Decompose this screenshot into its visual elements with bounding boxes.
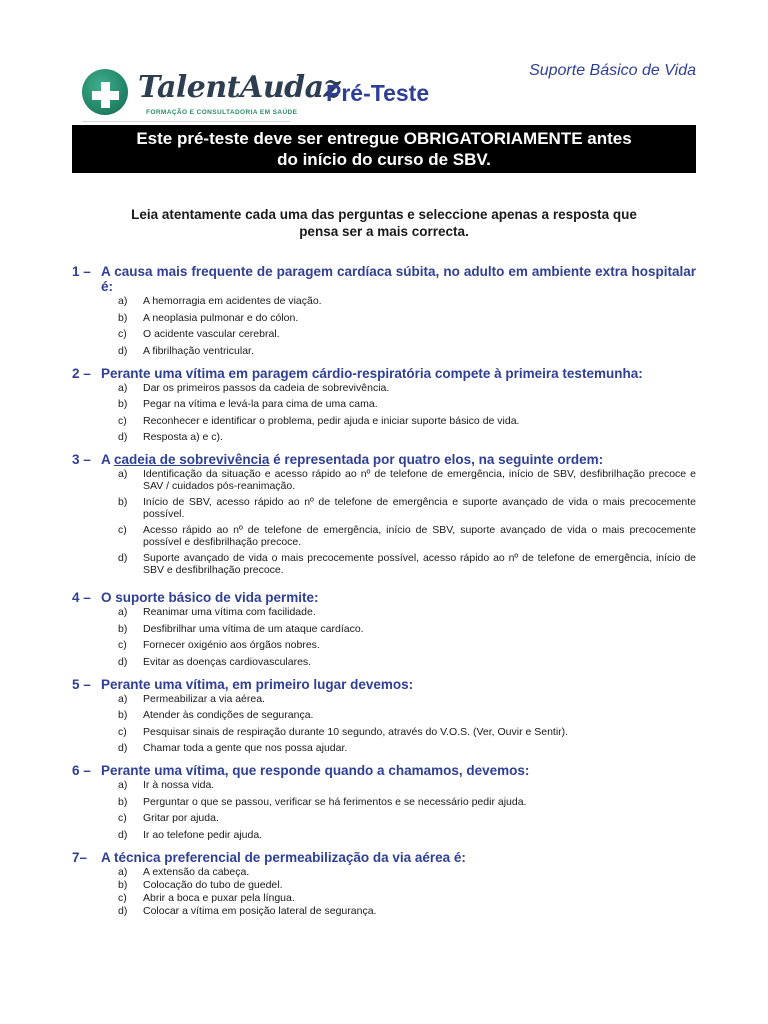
- question-6: [72, 763, 696, 841]
- option-b[interactable]: [118, 398, 696, 410]
- option-text: O acidente vascular cerebral.: [143, 328, 280, 340]
- option-a[interactable]: [118, 606, 696, 618]
- option-list: [118, 693, 696, 755]
- option-text: Início de SBV, acesso rápido ao nº de telefone de emergência e suporte avançado de vida o mais precocemente possível.: [143, 496, 696, 520]
- option-text: A extensão da cabeça.: [143, 865, 250, 878]
- option-list: [118, 866, 696, 917]
- option-b[interactable]: [118, 623, 696, 635]
- question-1: [72, 264, 696, 357]
- question-title: [72, 264, 696, 294]
- option-letter: d): [118, 655, 128, 668]
- notice-line-2: do início do curso de SBV.: [277, 150, 491, 169]
- question-4: [72, 590, 696, 668]
- question-title: [72, 850, 696, 865]
- option-list: [118, 468, 696, 576]
- option-letter: a): [118, 606, 128, 618]
- option-d[interactable]: [118, 829, 696, 841]
- brand-tagline: FORMAÇÃO E CONSULTADORIA EM SAÚDE: [146, 109, 298, 116]
- option-c[interactable]: [118, 892, 696, 904]
- option-text: Suporte avançado de vida o mais precocemente possível, acesso rápido ao nº de telefone de emergência, início de SBV e desfibrilhação precoce.: [143, 552, 696, 576]
- option-text: Resposta a) e c).: [143, 431, 223, 443]
- course-subtitle: Suporte Básico de Vida: [529, 62, 696, 79]
- option-c[interactable]: [118, 524, 696, 548]
- question-title: [72, 452, 696, 467]
- option-b[interactable]: [118, 796, 696, 808]
- option-letter: b): [118, 398, 128, 410]
- option-letter: d): [118, 742, 128, 754]
- question-number: 6 –: [72, 763, 91, 778]
- option-c[interactable]: [118, 639, 696, 651]
- question-text: Perante uma vítima em paragem cárdio-respiratória compete à primeira testemunha:: [101, 365, 643, 381]
- question-number: 2 –: [72, 365, 91, 381]
- option-text: Gritar por ajuda.: [143, 812, 219, 824]
- question-7: [72, 850, 696, 917]
- option-a[interactable]: [118, 468, 696, 492]
- notice-banner: [72, 125, 696, 173]
- option-text: A neoplasia pulmonar e do cólon.: [143, 311, 299, 324]
- option-d[interactable]: [118, 431, 696, 443]
- logo-divider: [82, 121, 290, 122]
- option-text: Pegar na vítima e levá-la para cima de uma cama.: [143, 398, 378, 410]
- option-c[interactable]: [118, 812, 696, 824]
- option-letter: c): [118, 414, 127, 427]
- option-text: Permeabilizar a via aérea.: [143, 692, 265, 705]
- option-letter: d): [118, 552, 128, 564]
- notice-line-1: Este pré-teste deve ser entregue OBRIGATORIAMENTE antes: [136, 129, 632, 148]
- option-text: Evitar as doenças cardiovasculares.: [143, 655, 312, 668]
- option-list: [118, 382, 696, 444]
- question-title: [72, 677, 696, 692]
- question-text-post: é representada por quatro elos, na seguinte ordem:: [269, 452, 604, 467]
- option-b[interactable]: [118, 312, 696, 324]
- option-letter: a): [118, 295, 128, 307]
- option-a[interactable]: [118, 295, 696, 307]
- option-d[interactable]: [118, 742, 696, 754]
- option-b[interactable]: [118, 879, 696, 891]
- option-text: A hemorragia em acidentes de viação.: [143, 295, 322, 307]
- question-text-pre: A: [101, 452, 114, 467]
- question-text: Perante uma vítima, que responde quando a chamamos, devemos:: [101, 763, 530, 778]
- option-list: [118, 779, 696, 841]
- talentaudaz-logo: [82, 66, 341, 122]
- option-text: Reconhecer e identificar o problema, pedir ajuda e iniciar suporte básico de vida.: [143, 414, 520, 427]
- option-c[interactable]: [118, 328, 696, 340]
- option-a[interactable]: [118, 866, 696, 878]
- option-letter: d): [118, 344, 128, 357]
- option-letter: c): [118, 639, 127, 651]
- option-letter: b): [118, 709, 128, 721]
- option-text: Atender às condições de segurança.: [143, 709, 314, 721]
- option-letter: a): [118, 865, 128, 878]
- option-letter: d): [118, 828, 128, 841]
- question-text: O suporte básico de vida permite:: [101, 590, 319, 605]
- instruction-line-2: pensa ser a mais correcta.: [299, 224, 469, 239]
- option-text: Acesso rápido ao nº de telefone de emergência, início de SBV, suporte avançado de vida o mais precocemente possível e desfibrilhação precoce.: [143, 524, 696, 548]
- option-list: [118, 295, 696, 357]
- option-letter: d): [118, 904, 128, 917]
- option-text: Reanimar uma vítima com facilidade.: [143, 606, 316, 618]
- question-number: 5 –: [72, 676, 91, 692]
- option-letter: d): [118, 431, 128, 443]
- option-letter: b): [118, 878, 128, 891]
- option-d[interactable]: [118, 345, 696, 357]
- question-number: 7–: [72, 849, 88, 865]
- question-3: [72, 452, 696, 576]
- option-b[interactable]: [118, 496, 696, 520]
- question-number: 1 –: [72, 264, 91, 279]
- option-letter: a): [118, 381, 128, 394]
- question-number: 3 –: [72, 452, 91, 467]
- option-d[interactable]: [118, 552, 696, 576]
- option-text: Identificação da situação e acesso rápido ao nº de telefone de emergência, início de SBV, desfibrilhação precoce e SAV / cuidados pós-reanimação.: [143, 468, 696, 492]
- option-letter: b): [118, 795, 128, 808]
- option-a[interactable]: [118, 779, 696, 791]
- option-d[interactable]: [118, 656, 696, 668]
- question-text: A causa mais frequente de paragem cardíaca súbita, no adulto em ambiente extra hospitalar é:: [101, 264, 696, 294]
- question-text-underlined: cadeia de sobrevivência: [114, 452, 270, 467]
- option-text: Chamar toda a gente que nos possa ajudar.: [143, 742, 348, 754]
- option-text: Pesquisar sinais de respiração durante 10 segundo, através do V.O.S. (Ver, Ouvir e Sentir).: [143, 725, 569, 738]
- question-2: [72, 366, 696, 444]
- option-text: Ir ao telefone pedir ajuda.: [143, 828, 263, 841]
- option-letter: b): [118, 311, 128, 324]
- option-letter: c): [118, 328, 127, 340]
- question-text: A técnica preferencial de permeabilização da via aérea é:: [101, 849, 466, 865]
- option-text: Dar os primeiros passos da cadeia de sobrevivência.: [143, 381, 390, 394]
- instructions: [80, 206, 688, 240]
- option-letter: a): [118, 779, 128, 791]
- option-text: Colocação do tubo de guedel.: [143, 878, 283, 891]
- option-text: Fornecer oxigénio aos órgãos nobres.: [143, 639, 320, 651]
- question-5: [72, 677, 696, 755]
- option-letter: c): [118, 891, 127, 904]
- option-c[interactable]: [118, 726, 696, 738]
- option-text: Perguntar o que se passou, verificar se há ferimentos e se necessário pedir ajuda.: [143, 795, 527, 808]
- option-letter: c): [118, 812, 127, 824]
- option-letter: a): [118, 692, 128, 705]
- question-text: Perante uma vítima, em primeiro lugar devemos:: [101, 676, 414, 692]
- option-text: Abrir a boca e puxar pela língua.: [143, 891, 295, 904]
- page-title: Pré-Teste: [326, 80, 430, 106]
- question-number: 4 –: [72, 590, 91, 605]
- option-text: Ir à nossa vida.: [143, 779, 215, 791]
- option-letter: c): [118, 725, 127, 738]
- option-c[interactable]: [118, 415, 696, 427]
- question-title: [72, 763, 696, 778]
- instruction-line-1: Leia atentamente cada uma das perguntas e seleccione apenas a resposta que: [131, 207, 637, 222]
- question-title: [72, 590, 696, 605]
- option-letter: b): [118, 496, 128, 508]
- option-a[interactable]: [118, 693, 696, 705]
- option-a[interactable]: [118, 382, 696, 394]
- option-d[interactable]: [118, 905, 696, 917]
- option-b[interactable]: [118, 709, 696, 721]
- option-letter: a): [118, 468, 128, 480]
- option-letter: b): [118, 622, 128, 635]
- option-list: [118, 606, 696, 668]
- option-text: Desfibrilhar uma vítima de um ataque cardíaco.: [143, 622, 364, 635]
- option-text: A fibrilhação ventricular.: [143, 344, 254, 357]
- option-letter: c): [118, 524, 127, 536]
- option-text: Colocar a vítima em posição lateral de segurança.: [143, 904, 377, 917]
- medical-cross-icon: [82, 69, 128, 115]
- brand-name: TalentAudaz: [138, 70, 341, 105]
- question-title: [72, 366, 696, 381]
- question-list: [72, 264, 696, 926]
